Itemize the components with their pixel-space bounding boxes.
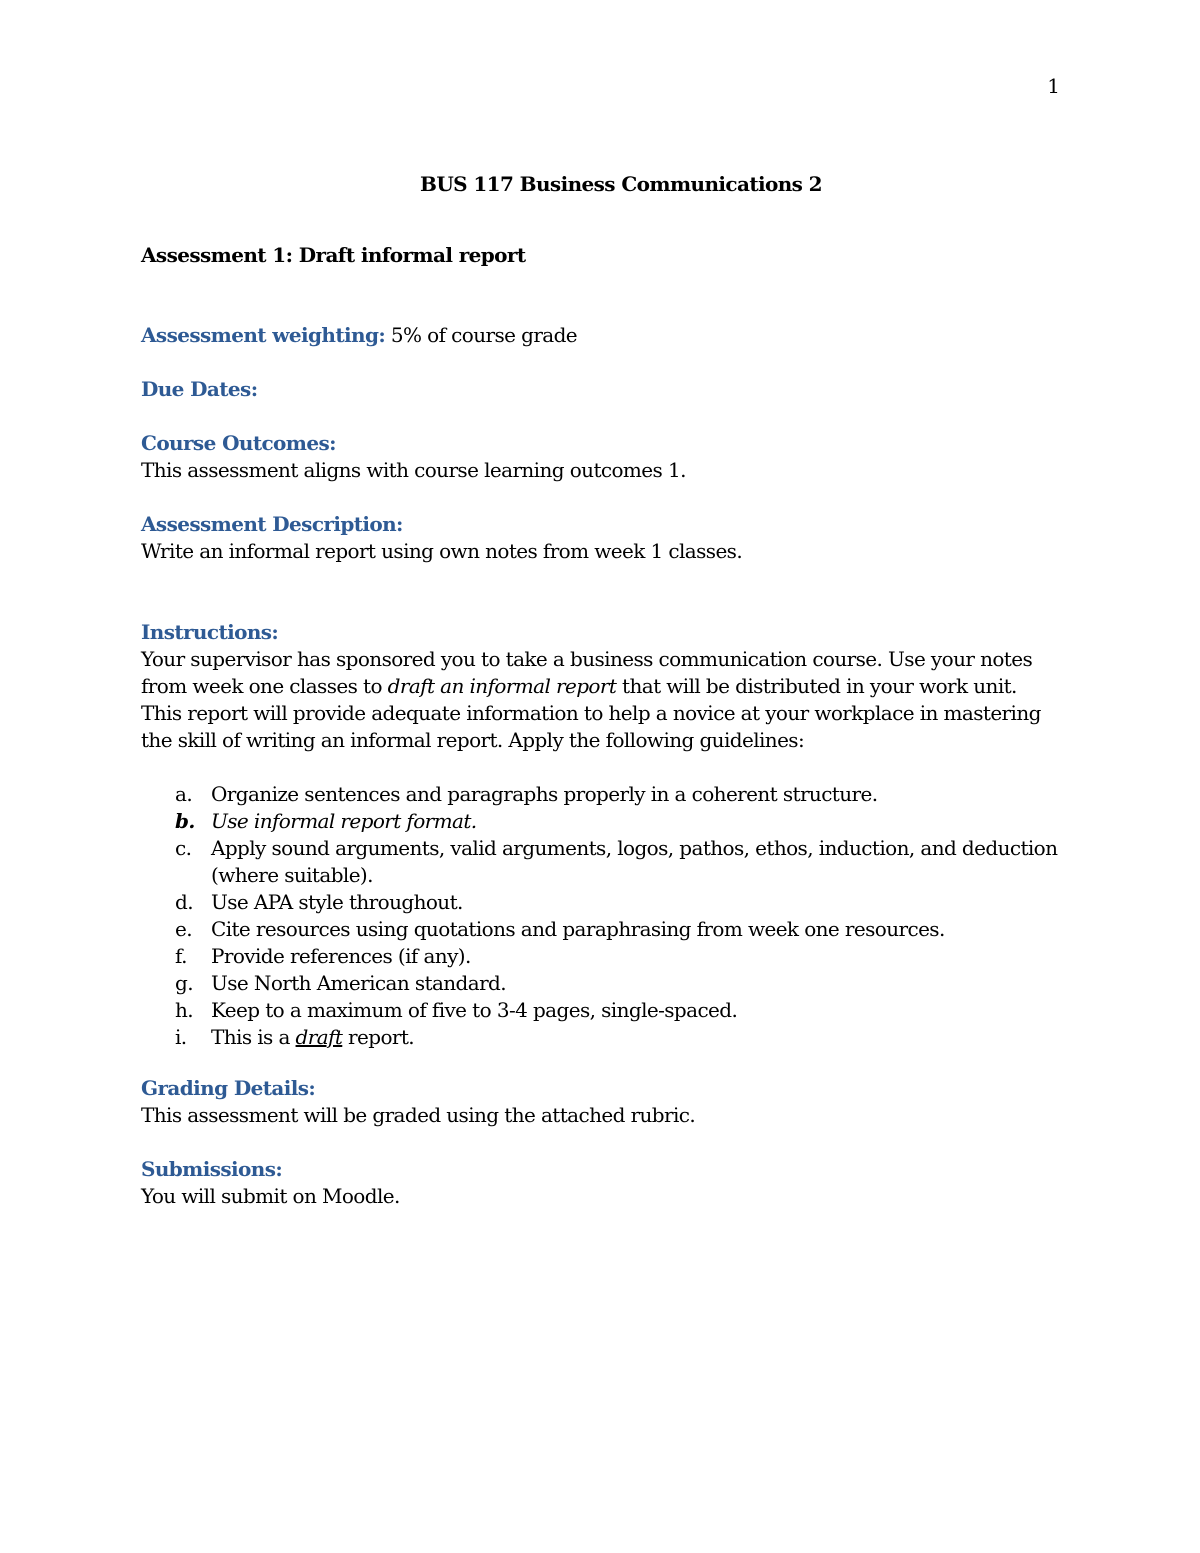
description-text: Write an informal report using own notes from week 1 classes. — [141, 539, 743, 563]
guideline-item — [141, 781, 1061, 808]
instructions-text-end: that will be distributed in your work unit. This report will provide adequate information to help a novice at your workplace in mastering the skill of writing an informal report. Apply the following guidelines: — [141, 674, 1041, 752]
guideline-item — [141, 835, 1061, 889]
guideline-text-end: report. — [342, 1025, 415, 1049]
instructions-section — [141, 619, 1061, 1051]
guideline-marker: d. — [175, 890, 193, 914]
submissions-text: You will submit on Moodle. — [141, 1184, 400, 1208]
grading-text: This assessment will be graded using the attached rubric. — [141, 1103, 696, 1127]
due-dates-heading: Due Dates: — [141, 377, 258, 401]
instructions-text-start: Your supervisor has sponsored you to take a business communication course. Use your notes from week one classes to — [141, 647, 1033, 698]
guideline-item — [141, 889, 1061, 916]
guideline-item — [141, 943, 1061, 970]
instructions-text — [141, 646, 1061, 754]
guideline-marker: a. — [175, 782, 193, 806]
guideline-text: Cite resources using quotations and paraphrasing from week one resources. — [211, 917, 945, 941]
guideline-marker: h. — [175, 998, 194, 1022]
weighting-value: 5% of course grade — [385, 323, 578, 347]
guideline-text: Use North American standard. — [211, 971, 507, 995]
grading-section — [141, 1075, 1061, 1129]
description-section — [141, 511, 1061, 565]
page-number: 1 — [1047, 74, 1060, 98]
guideline-text: Apply sound arguments, valid arguments, logos, pathos, ethos, induction, and deduction (where suitable). — [211, 836, 1058, 887]
guideline-marker: e. — [175, 917, 192, 941]
guideline-text: Organize sentences and paragraphs properly in a coherent structure. — [211, 782, 878, 806]
document-title: BUS 117 Business Communications 2 — [420, 172, 822, 196]
guideline-item — [141, 916, 1061, 943]
guideline-item — [141, 808, 1061, 835]
submissions-heading: Submissions: — [141, 1157, 283, 1181]
guideline-text — [211, 1024, 1061, 1051]
assessment-title: Assessment 1: Draft informal report — [141, 243, 526, 267]
description-heading: Assessment Description: — [141, 512, 403, 536]
guideline-item — [141, 970, 1061, 997]
weighting-row — [141, 322, 1061, 349]
guideline-marker: c. — [175, 836, 192, 860]
guideline-item — [141, 997, 1061, 1024]
guidelines-list — [141, 781, 1061, 1051]
guideline-marker: b. — [175, 809, 195, 833]
course-outcomes-section — [141, 430, 1061, 484]
course-outcomes-heading: Course Outcomes: — [141, 431, 336, 455]
guideline-marker: f. — [175, 944, 187, 968]
guideline-item — [141, 1024, 1061, 1051]
guideline-text: Provide references (if any). — [211, 944, 471, 968]
guideline-text: Keep to a maximum of five to 3-4 pages, single-spaced. — [211, 998, 738, 1022]
course-outcomes-text: This assessment aligns with course learning outcomes 1. — [141, 458, 686, 482]
guideline-marker: i. — [175, 1025, 187, 1049]
grading-heading: Grading Details: — [141, 1076, 316, 1100]
instructions-heading: Instructions: — [141, 620, 279, 644]
guideline-marker: g. — [175, 971, 193, 995]
submissions-section — [141, 1156, 1061, 1210]
guideline-text: Use APA style throughout. — [211, 890, 463, 914]
guideline-text-start: This is a — [211, 1025, 296, 1049]
weighting-label: Assessment weighting: — [141, 323, 386, 347]
guideline-text-emphasis: draft — [295, 1025, 343, 1049]
instructions-text-italic: draft an informal report — [387, 674, 617, 698]
document-body — [141, 168, 1061, 1210]
guideline-text: Use informal report format. — [211, 809, 477, 833]
